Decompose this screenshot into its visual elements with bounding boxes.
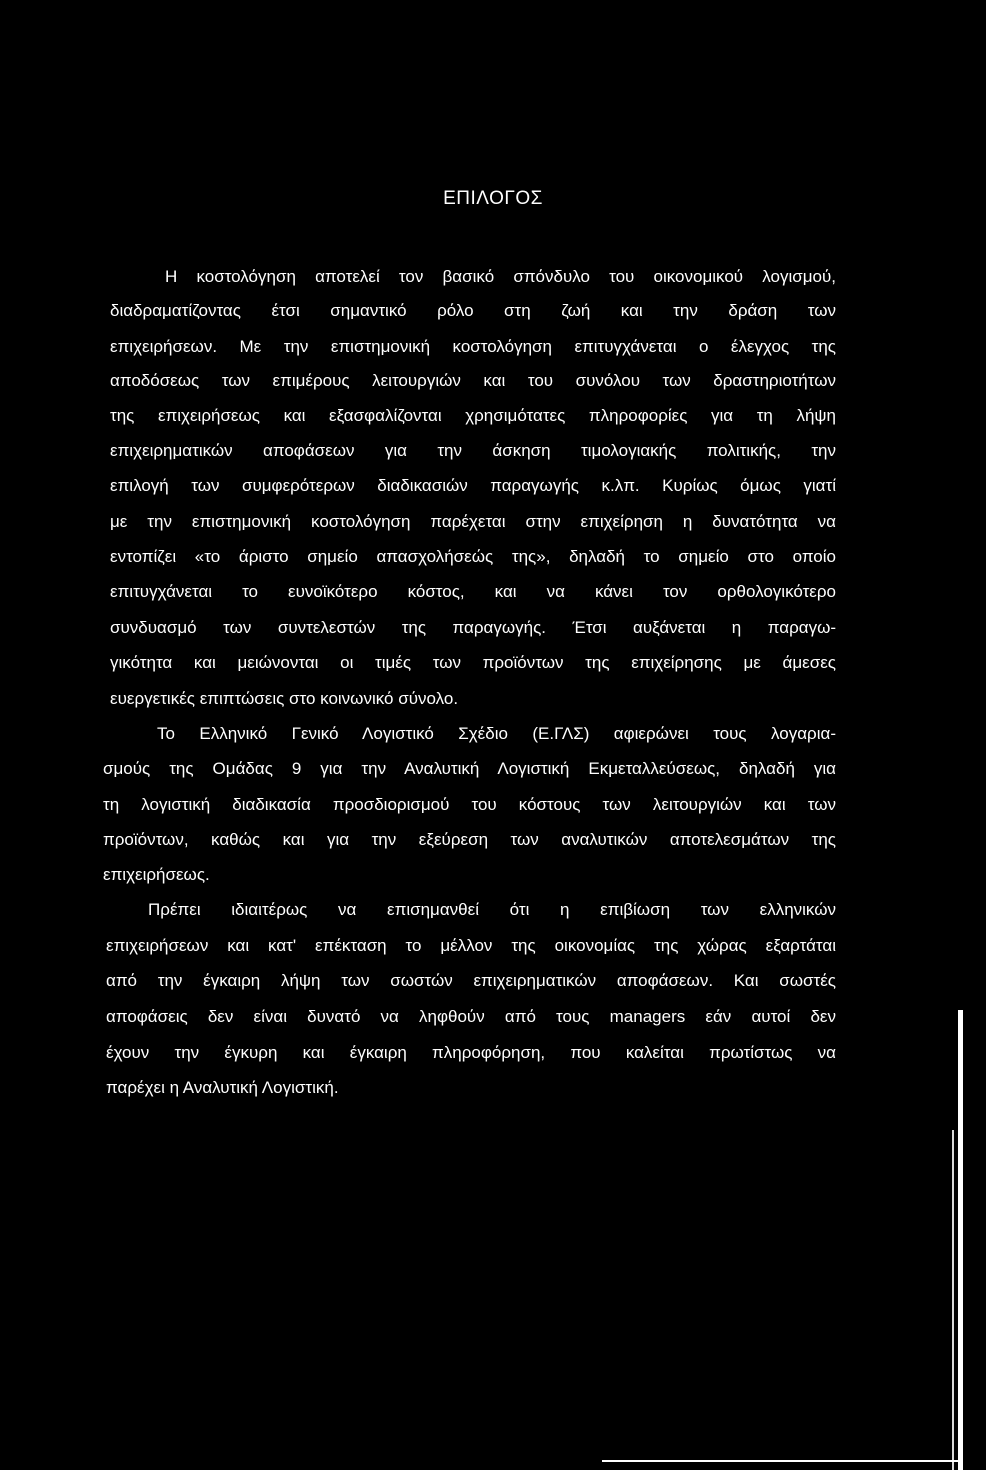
text-line: εντοπίζει «το άριστο σημείο απασχολήσεώς της», δηλαδή το σημείο στο οποίο (110, 547, 836, 566)
scan-edge-line (958, 1010, 963, 1470)
text-line: γικότητα και μειώνονται οι τιμές των προϊόντων της επιχείρησης με άμεσες (110, 653, 836, 672)
text-line: προϊόντων, καθώς και για την εξεύρεση των αναλυτικών αποτελεσμάτων της (103, 830, 836, 849)
scan-edge-shadow (952, 1130, 954, 1470)
text-line: με την επιστημονική κοστολόγηση παρέχεται στην επιχείρηση η δυνατότητα να (110, 512, 836, 531)
text-line: επιτυγχάνεται το ευνοϊκότερο κόστος, και να κάνει τον ορθολογικότερο (110, 582, 836, 601)
text-line: Πρέπει ιδιαιτέρως να επισημανθεί ότι η επιβίωση των ελληνικών (148, 900, 836, 919)
text-line: επιχειρήσεων. Με την επιστημονική κοστολόγηση επιτυγχάνεται ο έλεγχος της (110, 337, 836, 356)
text-line: από την έγκαιρη λήψη των σωστών επιχειρηματικών αποφάσεων. Και σωστές (106, 971, 836, 990)
text-line: συνδυασμό των συντελεστών της παραγωγής. Έτσι αυξάνεται η παραγω- (110, 618, 836, 637)
text-line: επιχειρηματικών αποφάσεων για την άσκηση τιμολογιακής πολιτικής, την (110, 441, 836, 460)
page-title: ΕΠΙΛΟΓΟΣ (443, 188, 543, 209)
text-line: επιχειρήσεως. (103, 865, 210, 884)
text-line: Το Ελληνικό Γενικό Λογιστικό Σχέδιο (Ε.ΓΛΣ) αφιερώνει τους λογαρια- (157, 724, 836, 743)
text-line: Η κοστολόγηση αποτελεί τον βασικό σπόνδυλο του οικονομικού λογισμού, (165, 267, 836, 286)
text-line: σμούς της Ομάδας 9 για την Αναλυτική Λογιστική Εκμεταλλεύσεως, δηλαδή για (103, 759, 836, 778)
text-line: της επιχειρήσεως και εξασφαλίζονται χρησιμότατες πληροφορίες για τη λήψη (110, 406, 836, 425)
text-line: τη λογιστική διαδικασία προσδιορισμού του κόστους των λειτουργιών και των (103, 795, 836, 814)
text-line: παρέχει η Αναλυτική Λογιστική. (106, 1078, 339, 1097)
text-line: επιχειρήσεων και κατ' επέκταση το μέλλον της οικονομίας της χώρας εξαρτάται (106, 936, 836, 955)
text-line: επιλογή των συμφερότερων διαδικασιών παραγωγής κ.λπ. Κυρίως όμως γιατί (110, 476, 836, 495)
text-line: ευεργετικές επιπτώσεις στο κοινωνικό σύνολο. (110, 689, 459, 708)
text-line: αποφάσεις δεν είναι δυνατό να ληφθούν από τους managers εάν αυτοί δεν (106, 1007, 836, 1026)
scan-bottom-line (602, 1460, 958, 1462)
text-line: αποδόσεως των επιμέρους λειτουργιών και του συνόλου των δραστηριοτήτων (110, 371, 836, 390)
text-line: έχουν την έγκυρη και έγκαιρη πληροφόρηση, που καλείται πρωτίστως να (106, 1043, 836, 1062)
text-line: διαδραματίζοντας έτσι σημαντικό ρόλο στη ζωή και την δράση των (110, 301, 836, 320)
